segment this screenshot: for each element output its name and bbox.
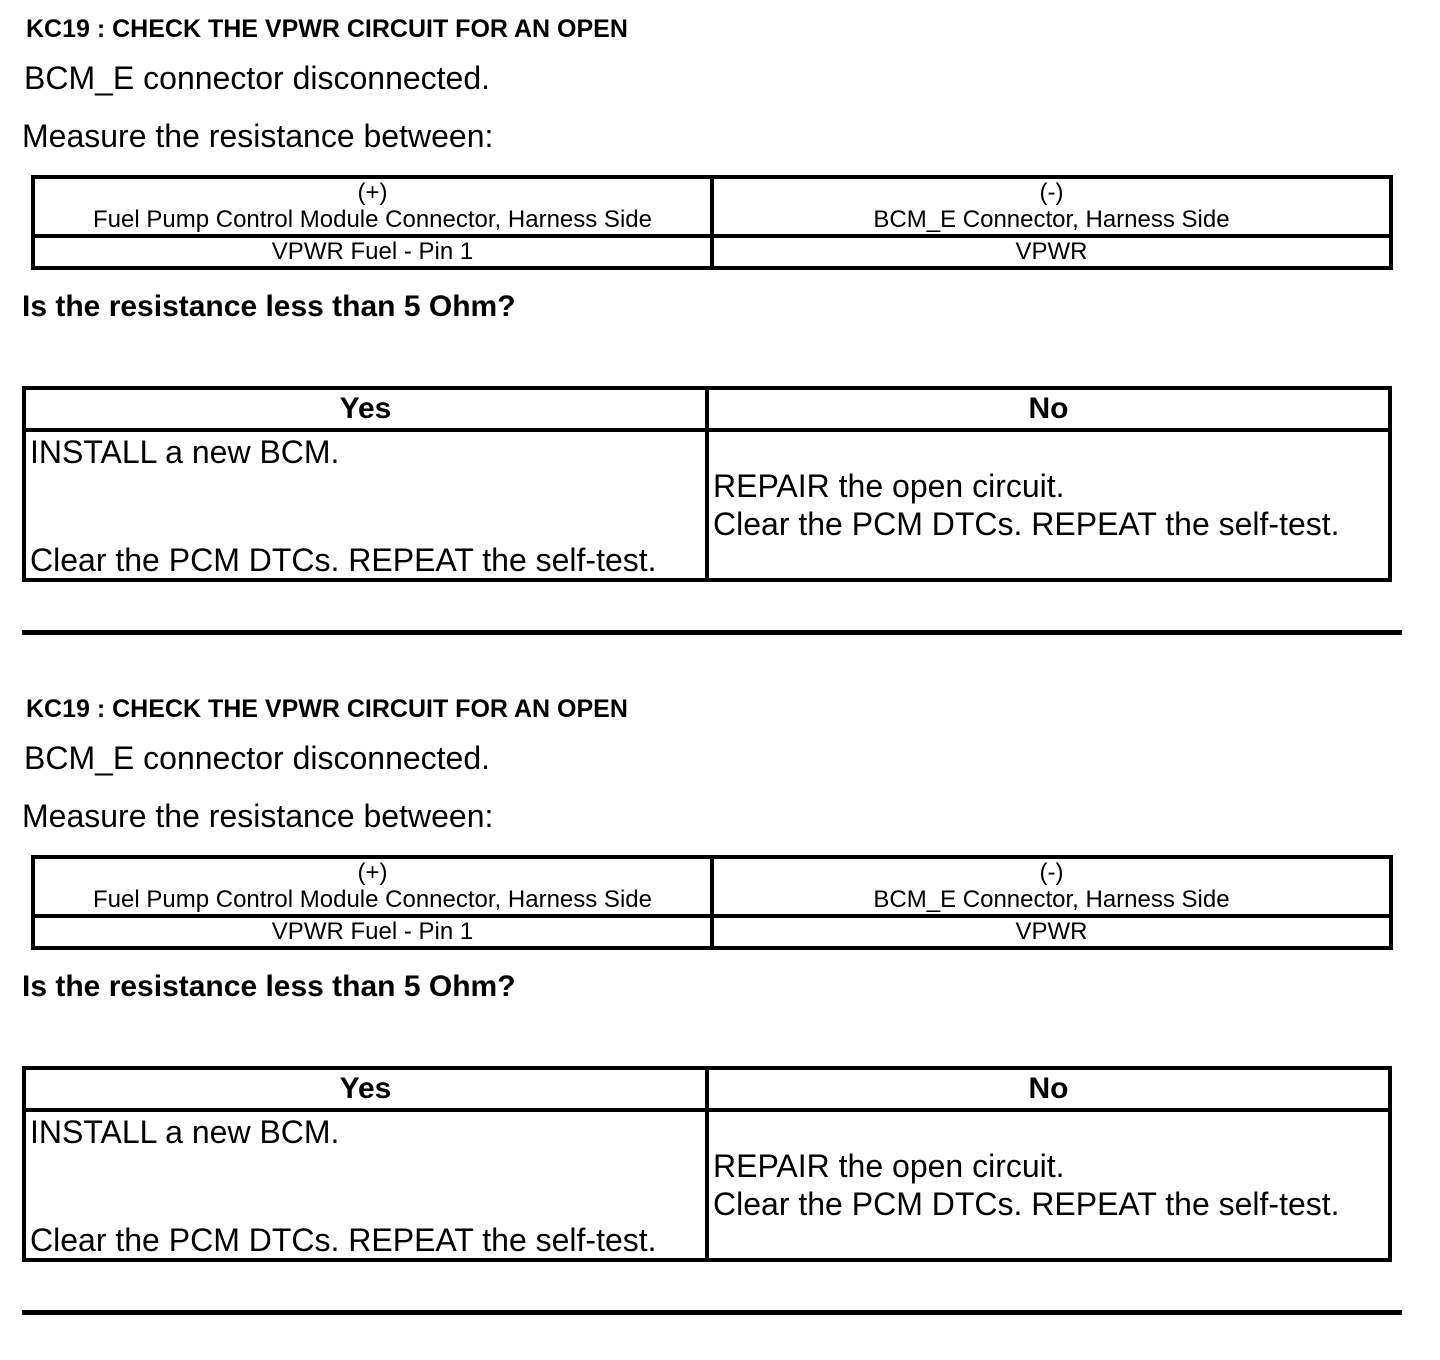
- test-question: Is the resistance less than 5 Ohm?: [22, 290, 516, 323]
- result-header-row: [24, 388, 1390, 430]
- measurement-table: [31, 855, 1393, 950]
- positive-probe-header: [33, 857, 712, 916]
- yes-cell: [24, 430, 707, 580]
- no-header: No: [707, 1068, 1390, 1110]
- no-followup: Clear the PCM DTCs. REPEAT the self-test.: [713, 506, 1340, 542]
- positive-connector: Fuel Pump Control Module Connector, Harness Side: [93, 205, 652, 233]
- no-action: REPAIR the open circuit.: [713, 468, 1065, 504]
- measurement-header-row: [33, 857, 1391, 916]
- no-header: No: [707, 388, 1390, 430]
- yes-followup: Clear the PCM DTCs. REPEAT the self-test.: [30, 542, 657, 578]
- measurement-value-row: [33, 916, 1391, 948]
- negative-probe-header: [712, 177, 1391, 236]
- result-body-row: [24, 1110, 1390, 1260]
- yes-cell: [24, 1110, 707, 1260]
- positive-pin: VPWR Fuel - Pin 1: [33, 916, 712, 948]
- step-condition: BCM_E connector disconnected.: [24, 60, 491, 96]
- positive-connector: Fuel Pump Control Module Connector, Harness Side: [93, 885, 652, 913]
- measure-instruction: Measure the resistance between:: [22, 118, 494, 154]
- yes-action: INSTALL a new BCM.: [30, 434, 340, 470]
- no-action: REPAIR the open circuit.: [713, 1148, 1065, 1184]
- result-body-row: [24, 430, 1390, 580]
- positive-sign: (+): [357, 178, 388, 206]
- result-table: [22, 1066, 1392, 1262]
- no-followup: Clear the PCM DTCs. REPEAT the self-test.: [713, 1186, 1340, 1222]
- step-title: KC19 : CHECK THE VPWR CIRCUIT FOR AN OPEN: [26, 695, 628, 723]
- no-cell: [707, 430, 1390, 580]
- step-condition: BCM_E connector disconnected.: [24, 740, 491, 776]
- positive-pin: VPWR Fuel - Pin 1: [33, 236, 712, 268]
- section-divider: [22, 1310, 1402, 1315]
- measurement-value-row: [33, 236, 1391, 268]
- negative-sign: (-): [1039, 858, 1064, 886]
- yes-header: Yes: [24, 1068, 707, 1110]
- negative-sign: (-): [1039, 178, 1064, 206]
- negative-pin: VPWR: [712, 236, 1391, 268]
- no-cell: [707, 1110, 1390, 1260]
- test-question: Is the resistance less than 5 Ohm?: [22, 970, 516, 1003]
- measurement-table: [31, 175, 1393, 270]
- measure-instruction: Measure the resistance between:: [22, 798, 494, 834]
- yes-action: INSTALL a new BCM.: [30, 1114, 340, 1150]
- negative-connector: BCM_E Connector, Harness Side: [873, 205, 1230, 233]
- positive-probe-header: [33, 177, 712, 236]
- measurement-header-row: [33, 177, 1391, 236]
- test-step-section: [0, 680, 1440, 1360]
- negative-connector: BCM_E Connector, Harness Side: [873, 885, 1230, 913]
- result-table: [22, 386, 1392, 582]
- negative-pin: VPWR: [712, 916, 1391, 948]
- result-header-row: [24, 1068, 1390, 1110]
- section-divider: [22, 630, 1402, 635]
- yes-header: Yes: [24, 388, 707, 430]
- yes-followup: Clear the PCM DTCs. REPEAT the self-test.: [30, 1222, 657, 1258]
- step-title: KC19 : CHECK THE VPWR CIRCUIT FOR AN OPEN: [26, 15, 628, 43]
- positive-sign: (+): [357, 858, 388, 886]
- negative-probe-header: [712, 857, 1391, 916]
